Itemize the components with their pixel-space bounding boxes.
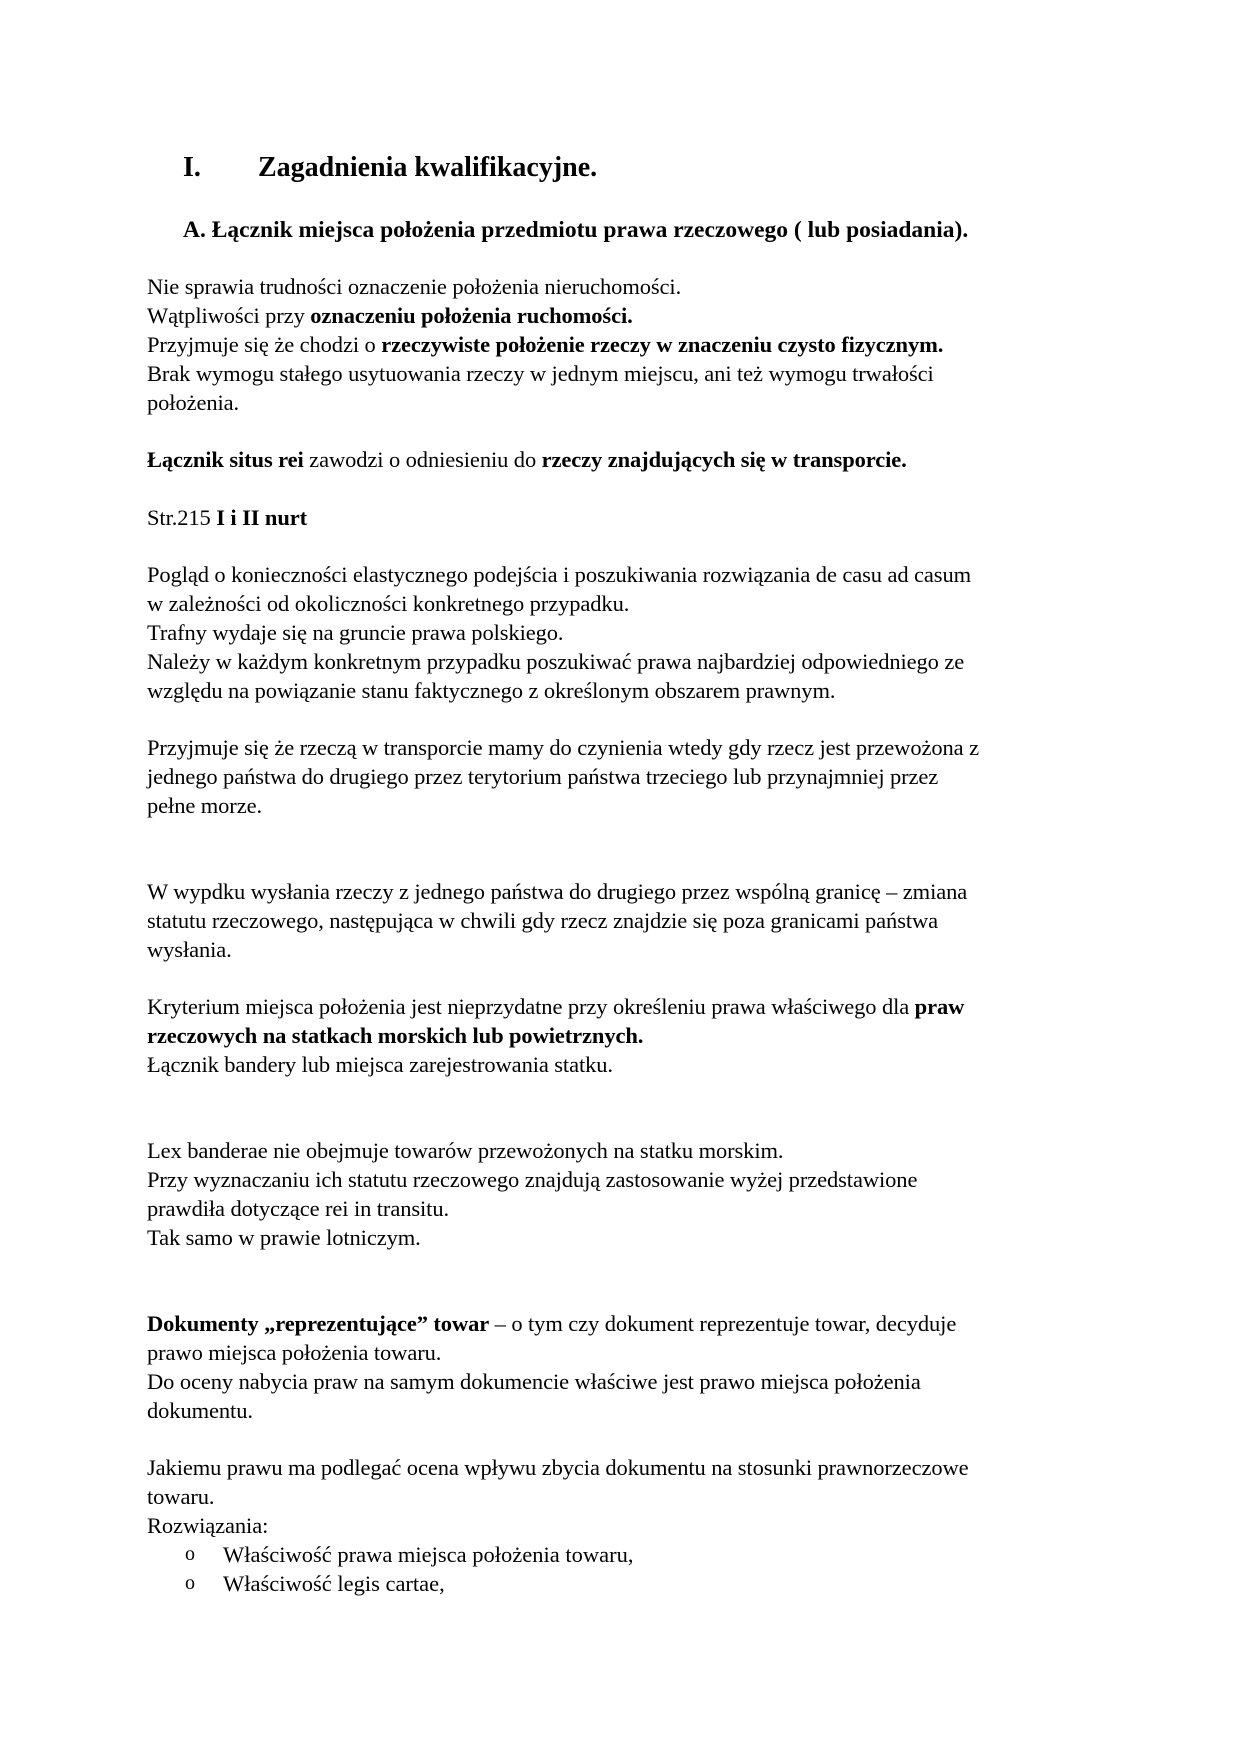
- paragraph-line: Należy w każdym konkretnym przypadku poszukiwać prawa najbardziej odpowiedniego ze: [147, 649, 965, 674]
- paragraph-line: Do oceny nabycia praw na samym dokumencie właściwe jest prawo miejsca położenia: [147, 1369, 921, 1394]
- paragraph-line: dokumentu.: [147, 1398, 253, 1423]
- text-run: Przyjmuje się że chodzi o: [147, 332, 382, 357]
- text-run: – o tym czy dokument reprezentuje towar, decyduje: [489, 1311, 957, 1336]
- text-run: Kryterium miejsca położenia jest nieprzydatne przy określeniu prawa właściwego dla: [147, 994, 915, 1019]
- bold-text: praw: [914, 994, 965, 1019]
- bold-text: rzeczy znajdujących się w transporcie.: [541, 447, 907, 472]
- paragraph-line: Nie sprawia trudności oznaczenie położenia nieruchomości.: [147, 274, 682, 299]
- list-item: Właściwość prawa miejsca położenia towaru,: [223, 1542, 634, 1567]
- paragraph-line: [147, 330, 943, 359]
- paragraph-line: [147, 1309, 956, 1338]
- paragraph-line: położenia.: [147, 390, 240, 415]
- paragraph-line: [147, 301, 633, 330]
- paragraph-line: prawdiła dotyczące rei in transitu.: [147, 1196, 449, 1221]
- paragraph-line: W wypdku wysłania rzeczy z jednego państwa do drugiego przez wspólną granicę – zmiana: [147, 879, 968, 904]
- text-run: Wątpliwości przy: [147, 303, 311, 328]
- paragraph-line: prawo miejsca położenia towaru.: [147, 1340, 442, 1365]
- paragraph-line: Przyjmuje się że rzeczą w transporcie mamy do czynienia wtedy gdy rzecz jest przewożona z: [147, 735, 979, 760]
- paragraph-line: towaru.: [147, 1484, 215, 1509]
- bold-text: Łącznik situs rei: [147, 447, 304, 472]
- paragraph-line: statutu rzeczowego, następująca w chwili gdy rzecz znajdzie się poza granicami państwa: [147, 908, 939, 933]
- text-run: Str.215: [147, 505, 217, 530]
- bold-text: rzeczywiste położenie rzeczy w znaczeniu czysto fizycznym.: [381, 332, 944, 357]
- bold-text: Dokumenty „reprezentujące” towar: [147, 1311, 490, 1336]
- paragraph-line: Tak samo w prawie lotniczym.: [147, 1225, 421, 1250]
- paragraph-line: [147, 503, 307, 532]
- paragraph-line: jednego państwa do drugiego przez terytorium państwa trzeciego lub przynajmniej przez: [147, 764, 939, 789]
- paragraph-line: Jakiemu prawu ma podlegać ocena wpływu zbycia dokumentu na stosunki prawnorzeczowe: [147, 1455, 969, 1480]
- paragraph-line: Łącznik bandery lub miejsca zarejestrowania statku.: [147, 1052, 613, 1077]
- paragraph-line: [147, 1021, 643, 1050]
- paragraph-line: [147, 445, 907, 474]
- section-number: I.: [183, 152, 201, 183]
- list-bullet-marker: o: [185, 1543, 195, 1565]
- paragraph-line: w zależności od okoliczności konkretnego przypadku.: [147, 591, 630, 616]
- text-run: zawodzi o odniesieniu do: [303, 447, 542, 472]
- paragraph-line: Lex banderae nie obejmuje towarów przewożonych na statku morskim.: [147, 1138, 784, 1163]
- bold-text: rzeczowych na statkach morskich lub powietrznych.: [147, 1023, 644, 1048]
- paragraph-line: Pogląd o konieczności elastycznego podejścia i poszukiwania rozwiązania de casu ad casum: [147, 562, 972, 587]
- paragraph-line: Przy wyznaczaniu ich statutu rzeczowego znajdują zastosowanie wyżej przedstawione: [147, 1167, 918, 1192]
- bold-text: I i II nurt: [216, 505, 308, 530]
- list-item: Właściwość legis cartae,: [223, 1571, 445, 1596]
- list-bullet-marker: o: [185, 1572, 195, 1594]
- paragraph-line: Trafny wydaje się na gruncie prawa polskiego.: [147, 620, 564, 645]
- paragraph-line: pełne morze.: [147, 793, 262, 818]
- paragraph-line: wysłania.: [147, 937, 232, 962]
- bold-text: oznaczeniu położenia ruchomości.: [310, 303, 633, 328]
- section-title: Zagadnienia kwalifikacyjne.: [258, 152, 598, 183]
- paragraph-line: [147, 992, 964, 1021]
- paragraph-line: względu na powiązanie stanu faktycznego z określonym obszarem prawnym.: [147, 678, 836, 703]
- paragraph-line: Brak wymogu stałego usytuowania rzeczy w jednym miejscu, ani też wymogu trwałości: [147, 361, 934, 386]
- paragraph-line: Rozwiązania:: [147, 1513, 269, 1538]
- subsection-title: A. Łącznik miejsca położenia przedmiotu prawa rzeczowego ( lub posiadania).: [183, 217, 969, 243]
